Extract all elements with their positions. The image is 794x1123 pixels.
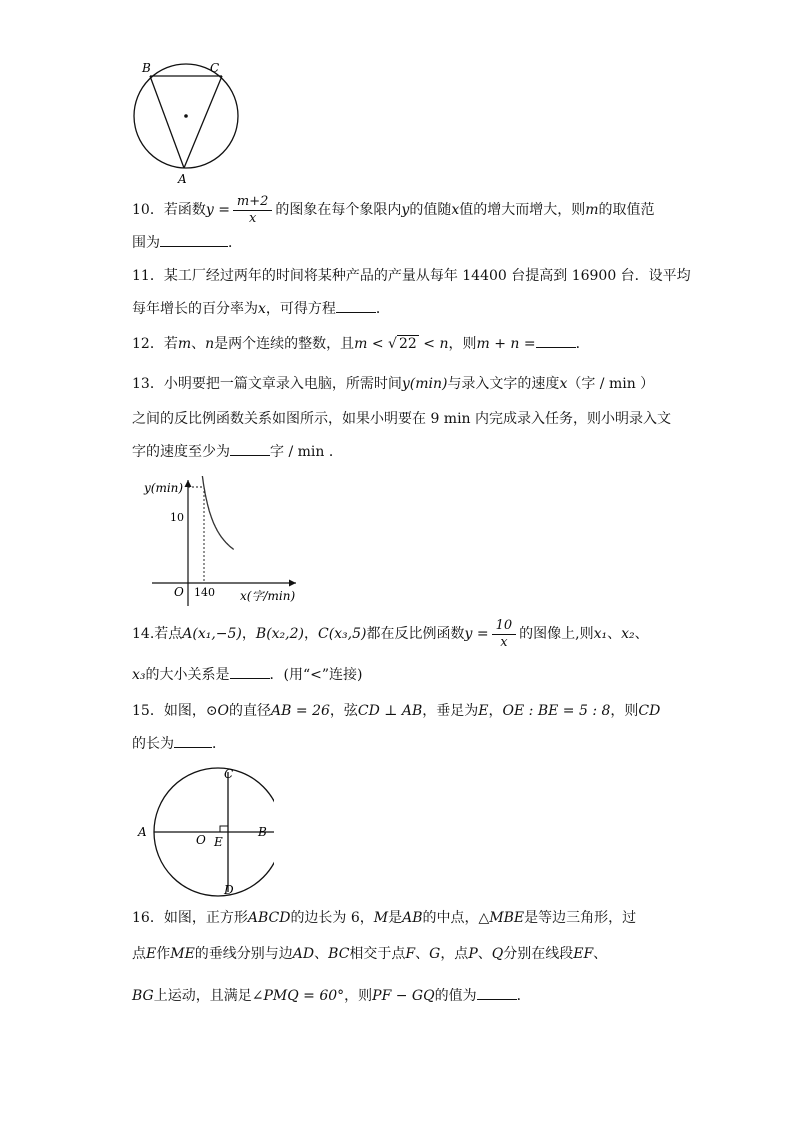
question-13-line3: 字的速度至少为 字 / min ． <box>132 441 343 462</box>
y-tick-label: 10 <box>170 511 184 524</box>
question-16-line2: 点E作ME的垂线分别与边AD、BC相交于点F、G，点P、Q分别在线段EF、 <box>132 946 608 962</box>
answer-blank[interactable] <box>174 733 212 748</box>
fraction: $\frac{m+2}{x}$ <box>233 194 273 227</box>
question-12: 12．若m、n是两个连续的整数，且m < √ 22 < n，则m + n = ． <box>132 333 590 354</box>
question-15-line2: 的长为 ． <box>132 733 226 754</box>
answer-blank[interactable] <box>536 333 576 348</box>
question-13-line2: 之间的反比例函数关系如图所示，如果小明要在 9 min 内完成录入任务，则小明录入文 <box>132 411 672 427</box>
right-angle-mark <box>220 826 228 832</box>
question-13-line1: 13．小明要把一篇文章录入电脑，所需时间y(min)与录入文字的速度x（字 / min ） <box>132 376 655 392</box>
origin-label: O <box>174 585 184 599</box>
question-11-line1: 11．某工厂经过两年的时间将某种产品的产量从每年 14400 台提高到 16900 台．设平均 <box>132 268 691 284</box>
label-b: B <box>142 61 151 75</box>
question-14-line1: 14.若点A(x₁,−5)，B(x₂,2)，C(x₃,5)都在反比例函数y = $\frac{10}{x}$ 的图像上,则x₁、x₂、 <box>132 617 649 650</box>
question-11-line2: 每年增长的百分率为x，可得方程 ． <box>132 298 390 319</box>
answer-blank[interactable] <box>230 664 270 679</box>
center-dot <box>184 114 188 118</box>
question-16-line3: BG上运动，且满足∠PMQ = 60°，则PF − GQ的值为 ． <box>132 985 531 1006</box>
circle-triangle-figure <box>128 58 248 186</box>
label-b: B <box>258 825 267 839</box>
circle-chord-figure <box>134 764 274 898</box>
question-10-line1: 10．若函数y = $\frac{m+2}{x}$ 的图象在每个象限内y的值随x值的增大而增大，则m的取值范 <box>132 193 655 226</box>
label-c: C <box>210 61 220 75</box>
y-axis-label: y(min) <box>144 481 184 495</box>
answer-blank[interactable] <box>160 232 228 247</box>
chord-ba <box>150 76 184 168</box>
label-a: A <box>178 172 187 186</box>
answer-blank[interactable] <box>477 985 517 1000</box>
inverse-function-chart <box>136 476 306 610</box>
label-d: D <box>224 883 234 897</box>
answer-blank[interactable] <box>336 298 376 313</box>
chord-ca <box>184 76 222 168</box>
answer-blank[interactable] <box>230 441 270 456</box>
fraction: $\frac{10}{x}$ <box>492 618 517 651</box>
x-axis-label: x(字/min) <box>240 589 296 603</box>
label-a: A <box>138 825 147 839</box>
label-e: E <box>214 835 223 849</box>
question-14-line2: x₃的大小关系是 ．(用“<”连接) <box>132 664 362 685</box>
x-tick-label: 140 <box>194 586 215 599</box>
question-16-line1: 16．如图，正方形ABCD的边长为 6，M是AB的中点，△MBE是等边三角形，过 <box>132 910 637 926</box>
question-10-line2: 围为 ． <box>132 232 242 253</box>
question-15-line1: 15．如图，⊙O的直径AB = 26，弦CD ⊥ AB，垂足为E，OE : BE = 5 : 8，则CD <box>132 703 661 719</box>
label-c: C <box>224 767 234 781</box>
label-o: O <box>196 833 206 847</box>
